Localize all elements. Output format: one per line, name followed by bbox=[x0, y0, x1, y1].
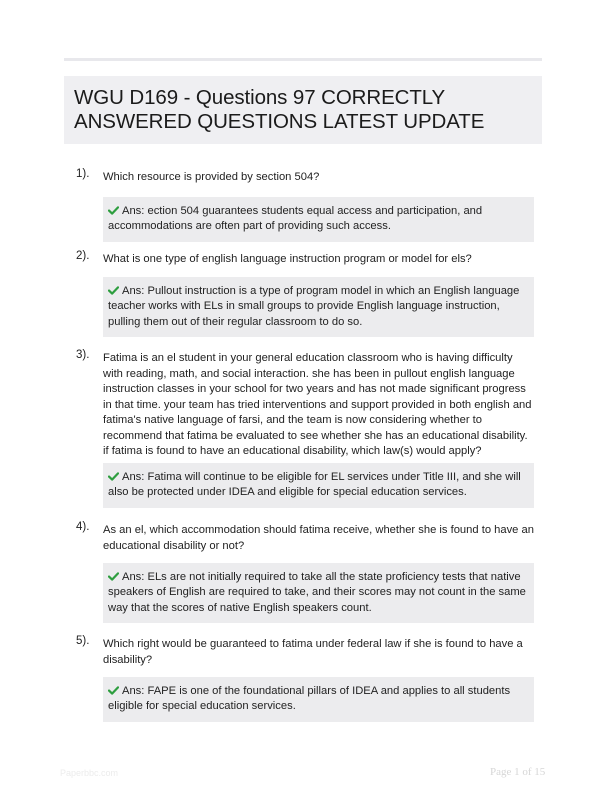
answer-text: Ans: ection 504 guarantees students equal access and participation, and accommodations are often part of providing such access. bbox=[108, 205, 483, 233]
check-icon bbox=[108, 286, 119, 295]
answer-box bbox=[103, 277, 534, 337]
page-number: Page 1 of 15 bbox=[490, 766, 546, 778]
answer-text: Ans: ELs are not initially required to take all the state proficiency tests that native speakers of English are required to take, and their scores may not count in the same way that the scores of native English speakers count. bbox=[108, 571, 526, 614]
title-banner bbox=[64, 76, 542, 144]
question-number: 3). bbox=[76, 349, 90, 361]
answer-box bbox=[103, 197, 534, 242]
question-number: 4). bbox=[76, 521, 90, 533]
question-text: Which resource is provided by section 504? bbox=[103, 171, 320, 183]
question-text: As an el, which accommodation should fatima receive, whether she is found to have an educational disability or not? bbox=[103, 524, 534, 552]
answer-box bbox=[103, 677, 534, 722]
footer-watermark: Paperbbc.com bbox=[60, 768, 119, 778]
question-text: Fatima is an el student in your general education classroom who is having difficulty with reading, math, and social interaction. she has been in pullout english language instruction classes in your school for two years and has not made significant progress in that time. your team has tried interventions and support provided in both english and fatima's native language of farsi, and the team is now considering whether to recommend that fatima be evaluated to see whether she has an educational disability. if fatima is found to have an educational disability, which law(s) would apply? bbox=[103, 352, 532, 457]
question-number: 2). bbox=[76, 250, 90, 262]
check-icon bbox=[108, 686, 119, 695]
question-number: 5). bbox=[76, 635, 90, 647]
question-text: Which right would be guaranteed to fatima under federal law if she is found to have a disability? bbox=[103, 638, 523, 666]
check-icon bbox=[108, 472, 119, 481]
answer-text: Ans: Pullout instruction is a type of program model in which an English language teacher works with ELs in small groups to provide English language instruction, pulling them out of their regular classroom to do so. bbox=[108, 285, 520, 328]
answer-text: Ans: FAPE is one of the foundational pillars of IDEA and applies to all students eligible for special education services. bbox=[108, 685, 511, 713]
check-icon bbox=[108, 206, 119, 215]
answer-box bbox=[103, 463, 534, 508]
question-text: What is one type of english language instruction program or model for els? bbox=[103, 253, 472, 265]
question-number: 1). bbox=[76, 168, 90, 180]
answer-box bbox=[103, 563, 534, 623]
answer-text: Ans: Fatima will continue to be eligible for EL services under Title III, and she will also be protected under IDEA and eligible for special education services. bbox=[108, 471, 521, 499]
check-icon bbox=[108, 572, 119, 581]
document-title: WGU D169 - Questions 97 CORRECTLY ANSWERED QUESTIONS LATEST UPDATE bbox=[74, 86, 485, 133]
top-divider bbox=[64, 58, 542, 61]
